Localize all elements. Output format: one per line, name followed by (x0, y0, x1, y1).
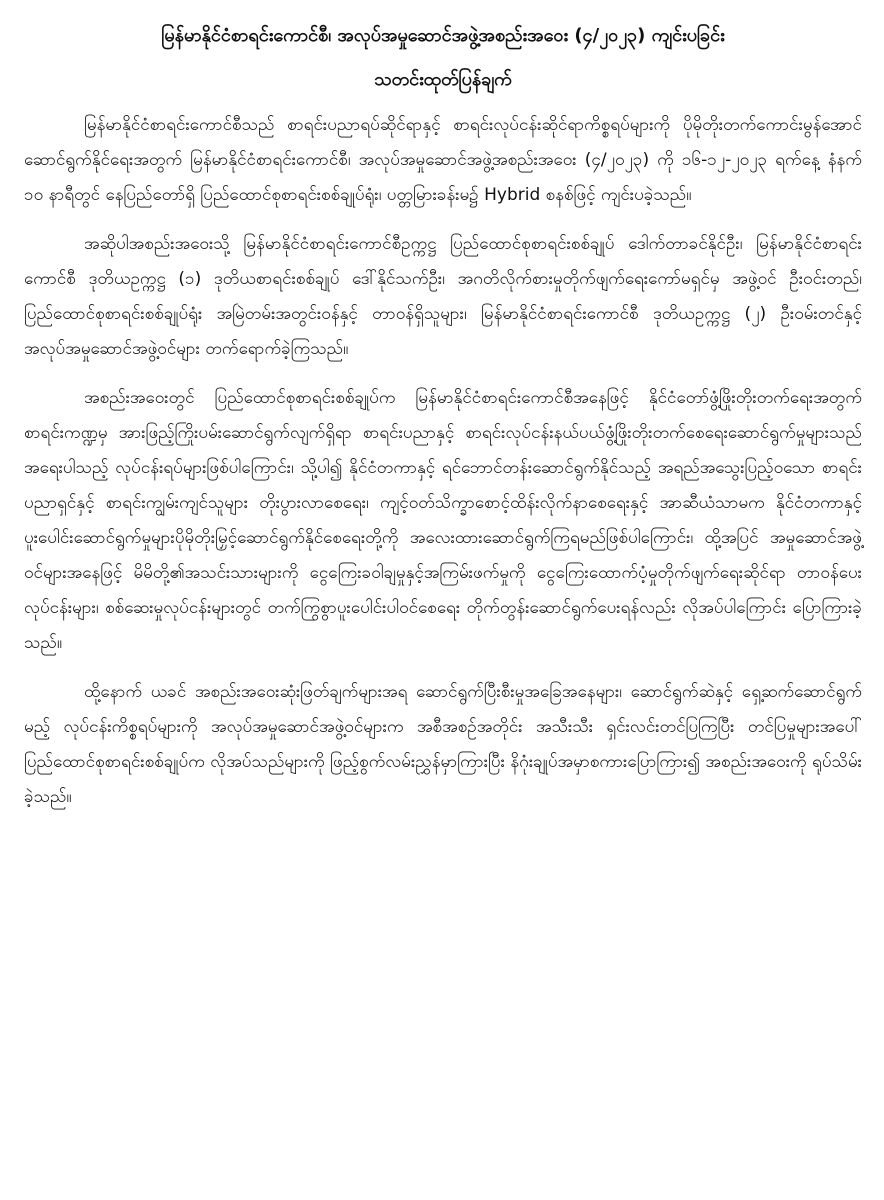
paragraph-meeting-held: မြန်မာနိုင်ငံစာရင်းကောင်စီသည် စာရင်းပညာရပ်ဆိုင်ရာနှင့် စာရင်းလုပ်ငန်းဆိုင်ရာကိစ္စရပ်များကို ပိုမိုတိုးတက်ကောင်းမွန်အောင်ဆောင်ရွက်နိုင်ရေးအတွက် မြန်မာနိုင်ငံစာရင်းကောင်စီ၊ အလုပ်အမှုဆောင်အဖွဲ့အစည်းအဝေး (၄/၂၀၂၃) ကို ၁၆-၁၂-၂၀၂၃ ရက်နေ့ နံနက် ၁၀ နာရီတွင် နေပြည်တော်ရှိ ပြည်ထောင်စုစာရင်းစစ်ချုပ်ရုံး၊ ပတ္တမြားခန်းမ၌ Hybrid စနစ်ဖြင့် ကျင်းပခဲ့သည်။ (24, 115, 862, 205)
document-title: မြန်မာနိုင်ငံစာရင်းကောင်စီ၊ အလုပ်အမှုဆောင်အဖွဲ့အစည်းအဝေး (၄/၂၀၂၃) ကျင်းပခြင်း (161, 25, 725, 46)
paragraph-speech: အစည်းအဝေးတွင် ပြည်ထောင်စုစာရင်းစစ်ချုပ်က မြန်မာနိုင်ငံစာရင်းကောင်စီအနေဖြင့် နိုင်ငံတော်ဖွံ့ဖြိုးတိုးတက်ရေးအတွက် စာရင်းကဏ္ဍမှ အားဖြည့်ကြိုးပမ်းဆောင်ရွက်လျက်ရှိရာ စာရင်းပညာနှင့် စာရင်းလုပ်ငန်းနယ်ပယ်ဖွံ့ဖြိုးတိုးတက်စေရေးဆောင်ရွက်မှုများသည် အရေးပါသည့် လုပ်ငန်းရပ်များဖြစ်ပါကြောင်း၊ သို့ပါ၍ နိုင်ငံတကာနှင့် ရင်ဘောင်တန်းဆောင်ရွက်နိုင်သည့် အရည်အသွေးပြည့်ဝသော စာရင်းပညာရှင်နှင့် စာရင်းကျွမ်းကျင်သူများ တိုးပွားလာစေရေး၊ ကျင့်ဝတ်သိက္ခာစောင့်ထိန်းလိုက်နာစေရေးနှင့် အာဆီယံသာမက နိုင်ငံတကာနှင့် ပူးပေါင်းဆောင်ရွက်မှုများပိုမိုတိုးမြှင့်ဆောင်ရွက်နိုင်စေရေးတို့ကို အလေးထားဆောင်ရွက်ကြရမည်ဖြစ်ပါကြောင်း၊ ထို့အပြင် အမှုဆောင်အဖွဲ့ဝင်များအနေဖြင့် မိမိတို့၏အသင်းသားများကို ငွေကြေးခဝါချမှုနှင့်အကြမ်းဖက်မှုကို ငွေကြေးထောက်ပံ့မှုတိုက်ဖျက်ရေးဆိုင်ရာ တာဝန်ပေးလုပ်ငန်းများ၊ စစ်ဆေးမှုလုပ်ငန်းများတွင် တက်ကြွစွာပူးပေါင်းပါဝင်စေရေး တိုက်တွန်းဆောင်ရွက်ပေးရန်လည်း လိုအပ်ပါကြောင်း ပြောကြားခဲ့သည်။ (24, 388, 862, 653)
document-subtitle: သတင်းထုတ်ပြန်ချက် (374, 69, 512, 90)
paragraph-attendees: အဆိုပါအစည်းအဝေးသို့ မြန်မာနိုင်ငံစာရင်းကောင်စီဥက္ကဋ္ဌ ပြည်ထောင်စုစာရင်းစစ်ချုပ် ဒေါက်တာခင်နိုင်ဦး၊ မြန်မာနိုင်ငံစာရင်းကောင်စီ ဒုတိယဥက္ကဋ္ဌ (၁) ဒုတိယစာရင်းစစ်ချုပ် ဒေါ်နိုင်သက်ဦး၊ အဂတိလိုက်စားမှုတိုက်ဖျက်ရေးကော်မရှင်မှ အဖွဲ့ဝင် ဦးဝင်းတည်၊ ပြည်ထောင်စုစာရင်းစစ်ချုပ်ရုံး အမြဲတမ်းအတွင်းဝန်နှင့် တာဝန်ရှိသူများ၊ မြန်မာနိုင်ငံစာရင်းကောင်စီ ဒုတိယဥက္ကဋ္ဌ (၂) ဦးဝမ်းတင်နှင့် အလုပ်အမှုဆောင်အဖွဲ့ဝင်များ တက်ရောက်ခဲ့ကြသည်။ (24, 234, 862, 359)
paragraph-conclusion: ထို့နောက် ယခင် အစည်းအဝေးဆုံးဖြတ်ချက်များအရ ဆောင်ရွက်ပြီးစီးမှုအခြေအနေများ၊ ဆောင်ရွက်ဆဲနှင့် ရှေ့ဆက်ဆောင်ရွက်မည့် လုပ်ငန်းကိစ္စရပ်များကို အလုပ်အမှုဆောင်အဖွဲ့ဝင်များက အစီအစဉ်အတိုင်း အသီးသီး ရှင်းလင်းတင်ပြကြပြီး တင်ပြမှုများအပေါ် ပြည်ထောင်စုစာရင်းစစ်ချုပ်က လိုအပ်သည်များကို ဖြည့်စွက်လမ်းညွှန်မှာကြားပြီး နိဂုံးချုပ်အမှာစကားပြောကြား၍ အစည်းအဝေးကို ရုပ်သိမ်းခဲ့သည်။ (24, 682, 862, 807)
